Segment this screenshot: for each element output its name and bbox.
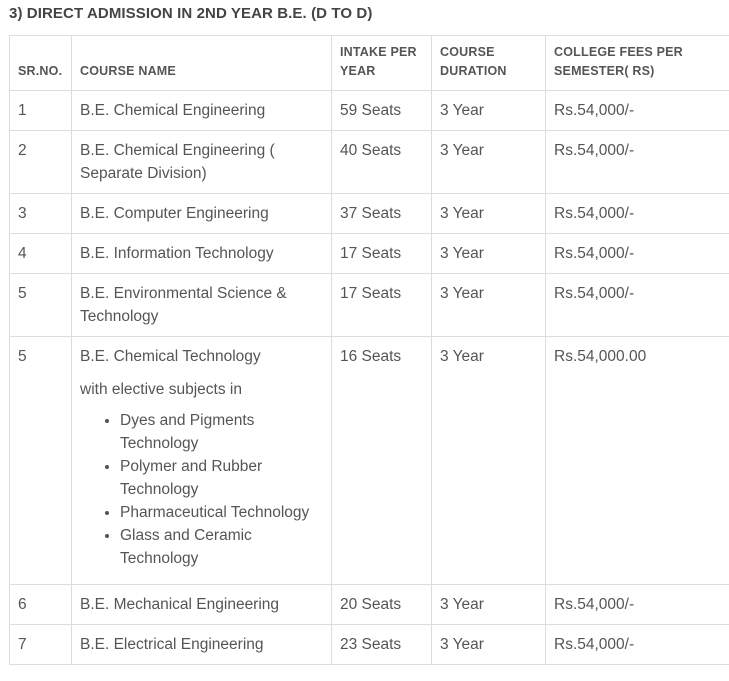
list-item: • Dyes and Pigments Technology <box>120 409 323 455</box>
cell-intake: 23 Seats <box>332 625 432 665</box>
cell-course: B.E. Electrical Engineering <box>72 625 332 665</box>
table-row <box>10 585 729 625</box>
cell-duration: 3 Year <box>432 131 546 194</box>
cell-intake: 40 Seats <box>332 131 432 194</box>
cell-duration: 3 Year <box>432 194 546 234</box>
cell-fees: Rs.54,000/- <box>546 585 729 625</box>
cell-intake: 20 Seats <box>332 585 432 625</box>
header-course-name: COURSE NAME <box>72 36 332 91</box>
cell-duration: 3 Year <box>432 91 546 131</box>
cell-intake: 17 Seats <box>332 274 432 337</box>
cell-srno: 7 <box>10 625 72 665</box>
admission-table <box>9 35 729 665</box>
list-item: • Polymer and Rubber Technology <box>120 455 323 501</box>
cell-fees: Rs.54,000/- <box>546 625 729 665</box>
cell-fees: Rs.54,000/- <box>546 194 729 234</box>
cell-course <box>72 337 332 585</box>
cell-srno: 6 <box>10 585 72 625</box>
cell-srno: 5 <box>10 337 72 585</box>
cell-duration: 3 Year <box>432 234 546 274</box>
cell-srno: 2 <box>10 131 72 194</box>
cell-intake: 37 Seats <box>332 194 432 234</box>
cell-intake: 16 Seats <box>332 337 432 585</box>
cell-course: B.E. Environmental Science & Technology <box>72 274 332 337</box>
cell-course: B.E. Computer Engineering <box>72 194 332 234</box>
table-row <box>10 234 729 274</box>
header-fees: COLLEGE FEES PER SEMESTER( RS) <box>546 36 729 91</box>
list-item: • Glass and Ceramic Technology <box>120 524 323 570</box>
cell-duration: 3 Year <box>432 337 546 585</box>
table-row <box>10 337 729 585</box>
electives-list <box>80 409 323 570</box>
cell-srno: 3 <box>10 194 72 234</box>
table-row <box>10 194 729 234</box>
cell-srno: 1 <box>10 91 72 131</box>
cell-fees: Rs.54,000.00 <box>546 337 729 585</box>
course-subtitle: with elective subjects in <box>80 381 242 398</box>
cell-duration: 3 Year <box>432 274 546 337</box>
cell-course: B.E. Chemical Engineering ( Separate Division) <box>72 131 332 194</box>
section-heading: 3) DIRECT ADMISSION IN 2ND YEAR B.E. (D TO D) <box>9 5 373 22</box>
table-header-row <box>10 36 729 91</box>
list-item: • Pharmaceutical Technology <box>120 501 323 524</box>
cell-fees: Rs.54,000/- <box>546 274 729 337</box>
cell-fees: Rs.54,000/- <box>546 234 729 274</box>
cell-intake: 17 Seats <box>332 234 432 274</box>
cell-duration: 3 Year <box>432 585 546 625</box>
cell-srno: 5 <box>10 274 72 337</box>
cell-course: B.E. Information Technology <box>72 234 332 274</box>
table-row <box>10 625 729 665</box>
cell-course: B.E. Mechanical Engineering <box>72 585 332 625</box>
course-name: B.E. Chemical Technology <box>80 348 261 365</box>
header-srno: SR.NO. <box>10 36 72 91</box>
header-intake: INTAKE PER YEAR <box>332 36 432 91</box>
table-row <box>10 91 729 131</box>
cell-intake: 59 Seats <box>332 91 432 131</box>
cell-fees: Rs.54,000/- <box>546 131 729 194</box>
cell-srno: 4 <box>10 234 72 274</box>
table-row <box>10 131 729 194</box>
header-duration: COURSE DURATION <box>432 36 546 91</box>
cell-duration: 3 Year <box>432 625 546 665</box>
table-row <box>10 274 729 337</box>
cell-course: B.E. Chemical Engineering <box>72 91 332 131</box>
cell-fees: Rs.54,000/- <box>546 91 729 131</box>
